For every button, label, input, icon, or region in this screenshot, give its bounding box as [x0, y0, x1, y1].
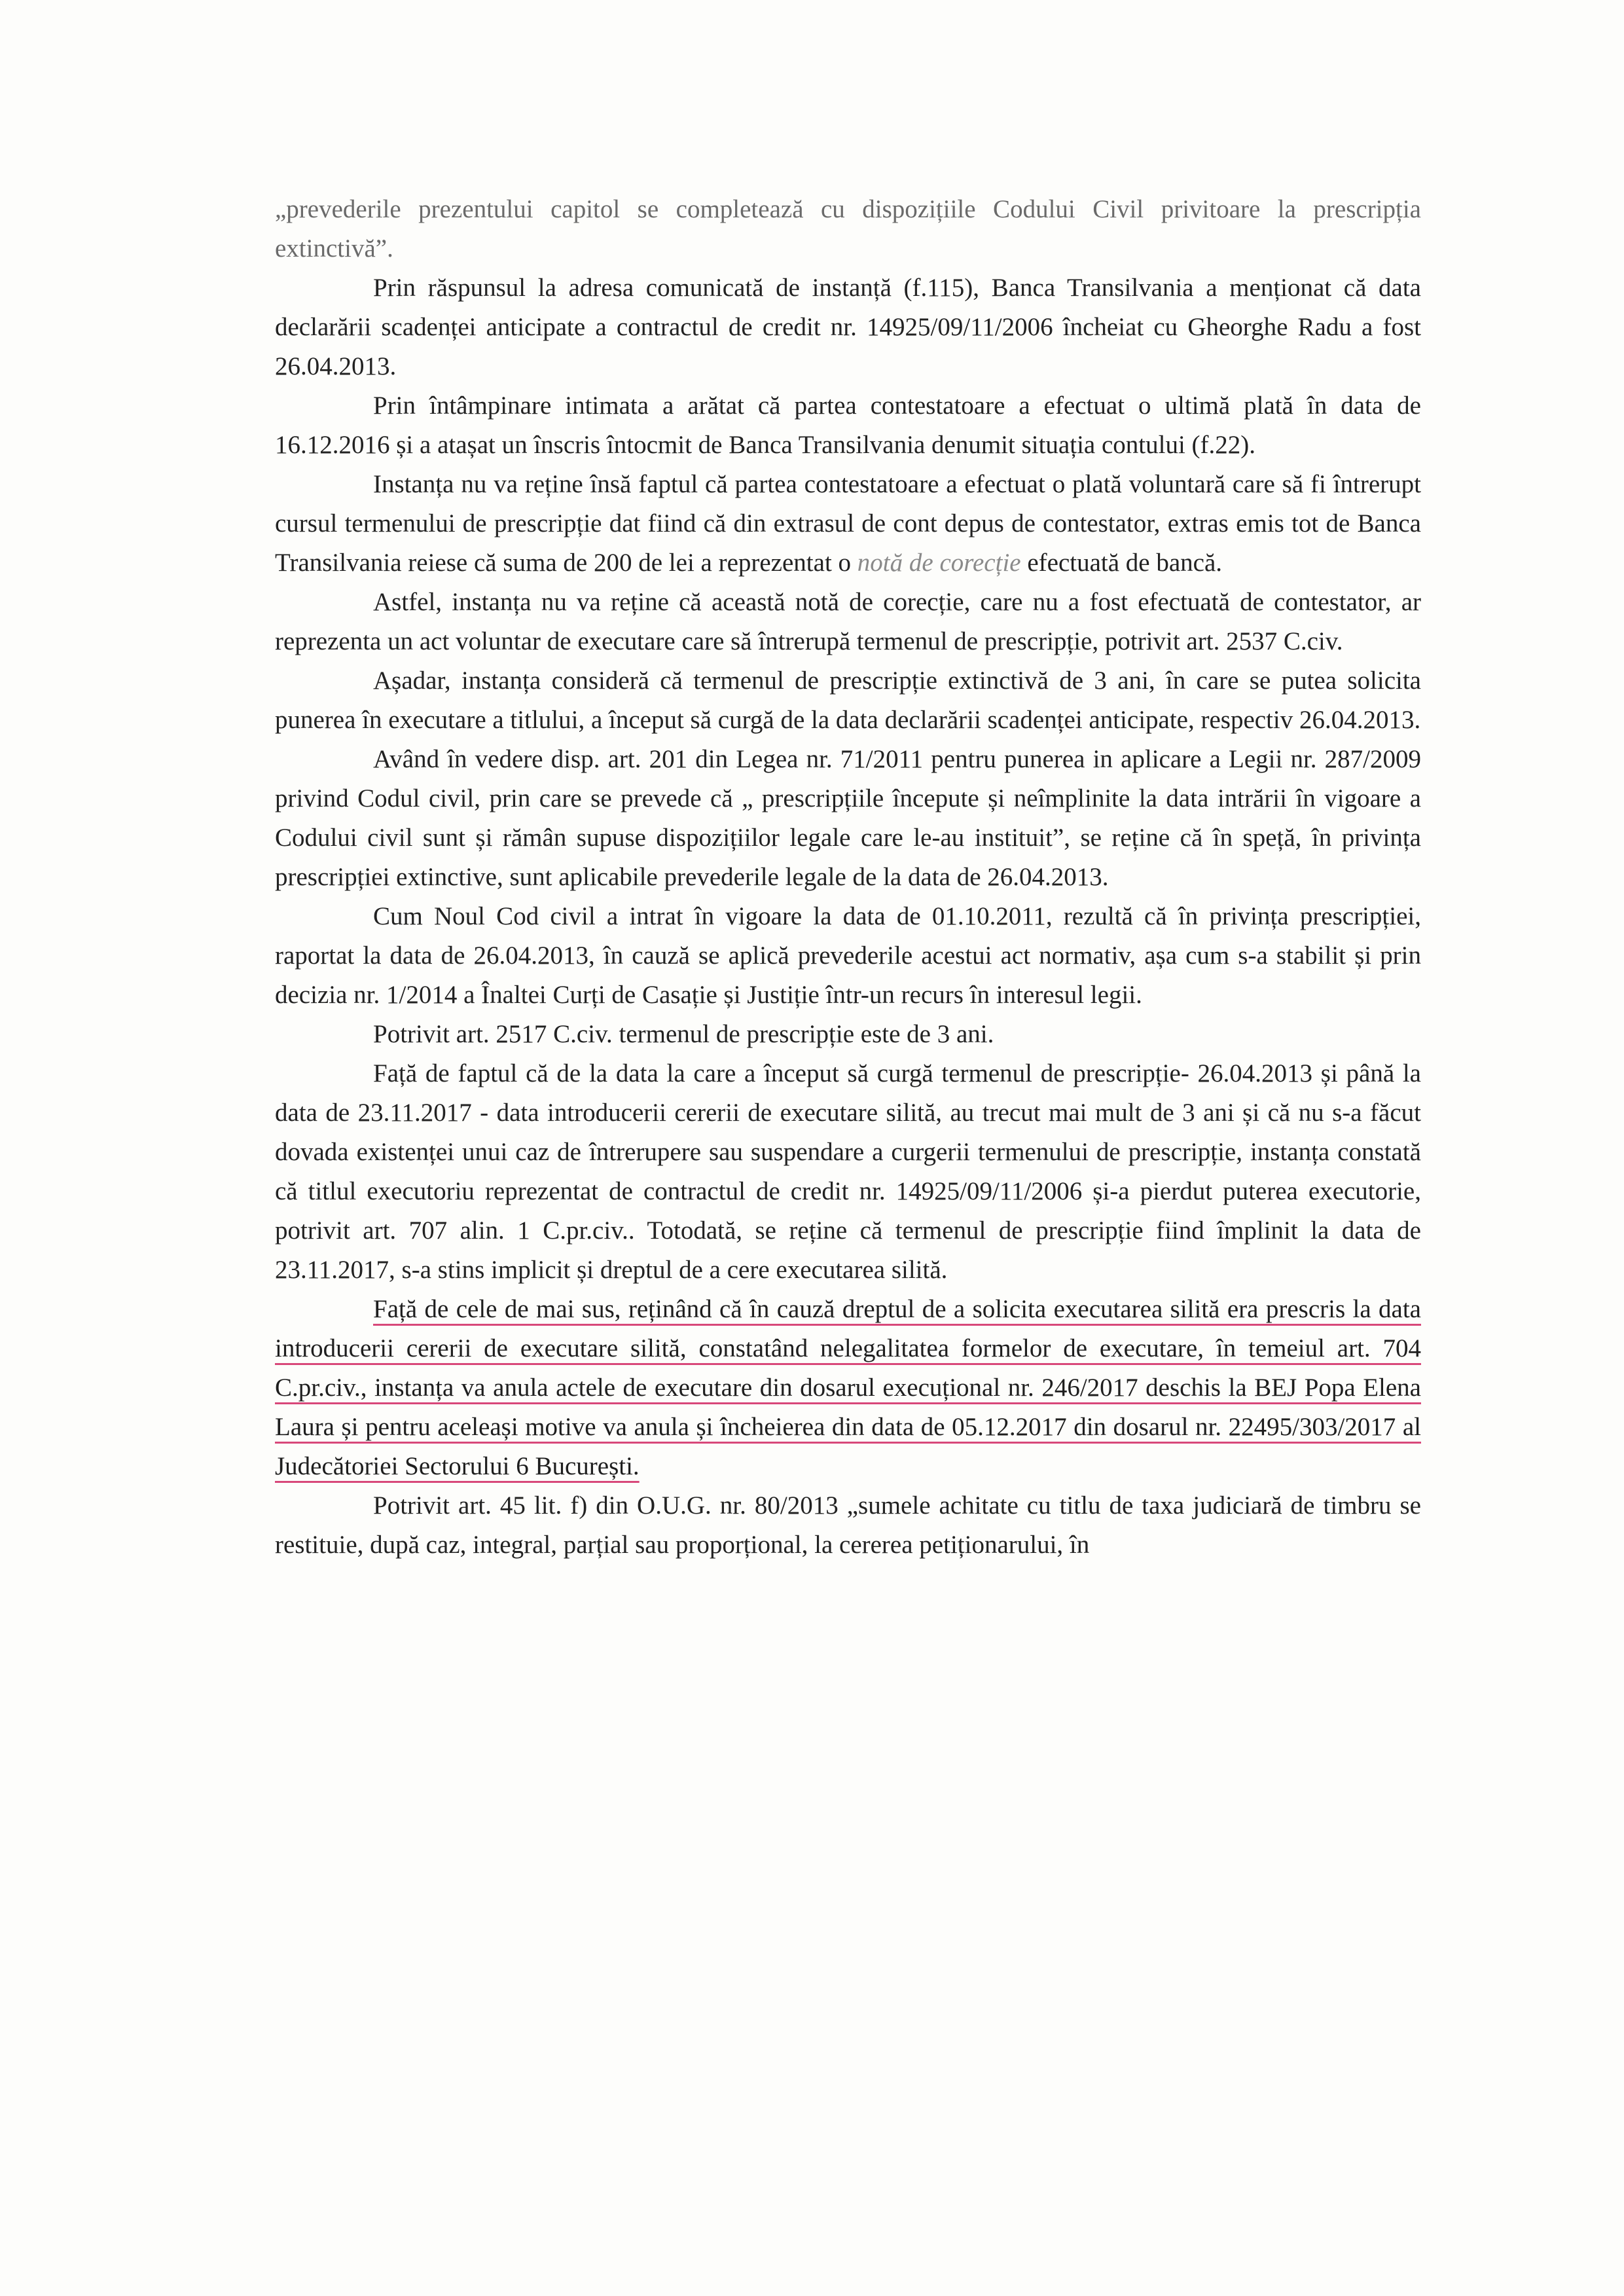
paragraph-4-italic-term: notă de corecție — [857, 549, 1021, 577]
paragraph-4 — [275, 465, 1421, 583]
paragraph-8: Cum Noul Cod civil a intrat în vigoare la data de 01.10.2011, rezultă că în privința prescripției, raportat la data de 26.04.2013, în cauză se aplică prevederile acestui act normativ, așa cum s-a stabilit și prin decizia nr. 1/2014 a Înaltei Curți de Casație și Justiție într-un recurs în interesul legii. — [275, 902, 1421, 1009]
paragraph-7: Având în vedere disp. art. 201 din Legea nr. 71/2011 pentru punerea in aplicare a Legii nr. 287/2009 privind Codul civil, prin care se prevede că „ prescripțiile începute și neîmplinite la data intrării în vigoare a Codului civil sunt și rămân supuse dispozițiilor legale care le-au instituit”, se reține că în speță, în privința prescripției extinctive, sunt aplicabile prevederile legale de la data de 26.04.2013. — [275, 745, 1421, 891]
paragraph-4-text-a: Instanța nu va reține însă faptul că partea contestatoare a efectuat o plată voluntară care să fi întrerupt cursul termenului de prescripție dat fiind că din extrasul de cont depus de contestator, extras emis tot de Banca Transilvania reiese că suma de 200 de lei a reprezentat o — [275, 470, 1421, 577]
paragraph-10: Față de faptul că de la data la care a început să curgă termenul de prescripție- 26.04.2013 și până la data de 23.11.2017 - data introducerii cererii de executare silită, au trecut mai mult de 3 ani și că nu s-a făcut dovada existenței unui caz de întrerupere sau suspendare a curgerii termenului de prescripție, instanța constată că titlul executoriu reprezentat de contractul de credit nr. 14925/09/11/2006 și-a pierdut puterea executorie, potrivit art. 707 alin. 1 C.pr.civ.. Totodată, se reține că termenul de prescripție fiind împlinit la data de 23.11.2017, s-a stins implicit și dreptul de a cere executarea silită. — [275, 1059, 1421, 1284]
paragraph-2: Prin răspunsul la adresa comunicată de instanță (f.115), Banca Transilvania a menționat că data declarării scadenței anticipate a contractul de credit nr. 14925/09/11/2006 încheiat cu Gheorghe Radu a fost 26.04.2013. — [275, 274, 1421, 380]
paragraph-5: Astfel, instanța nu va reține că această notă de corecție, care nu a fost efectuată de contestator, ar reprezenta un act voluntar de executare care să întrerupă termenul de prescripție, potrivit art. 2537 C.civ. — [275, 588, 1421, 655]
paragraph-1: „prevederile prezentului capitol se completează cu dispozițiile Codului Civil privitoare la prescripția extinctivă”. — [275, 195, 1421, 263]
paragraph-3: Prin întâmpinare intimata a arătat că partea contestatoare a efectuat o ultimă plată în data de 16.12.2016 și a atașat un înscris întocmit de Banca Transilvania denumit situația contului (f.22). — [275, 392, 1421, 459]
paragraph-12: Potrivit art. 45 lit. f) din O.U.G. nr. 80/2013 „sumele achitate cu titlu de taxa judiciară de timbru se restituie, după caz, integral, parțial sau proporțional, la cererea petiționarului, în — [275, 1491, 1421, 1559]
highlighted-passage: Față de cele de mai sus, reținând că în cauză dreptul de a solicita executarea silită era prescris la data introducerii cererii de executare silită, constatând nelegalitatea formelor de executare, în temeiul art. 704 C.pr.civ., instanța va anula actele de executare din dosarul execuțional nr. 246/2017 deschis la BEJ Popa Elena Laura și pentru aceleași motive va anula și încheierea din data de 05.12.2017 din dosarul nr. 22495/303/2017 al Judecătoriei Sectorului 6 București. — [275, 1295, 1421, 1480]
paragraph-11-highlighted — [275, 1290, 1421, 1486]
paragraph-4-text-b: efectuată de bancă. — [1020, 549, 1223, 577]
paragraph-9: Potrivit art. 2517 C.civ. termenul de prescripție este de 3 ani. — [373, 1020, 994, 1048]
paragraph-6: Așadar, instanța consideră că termenul de prescripție extinctivă de 3 ani, în care se putea solicita punerea în executare a titlului, a început să curgă de la data declarării scadenței anticipate, respectiv 26.04.2013. — [275, 666, 1421, 734]
